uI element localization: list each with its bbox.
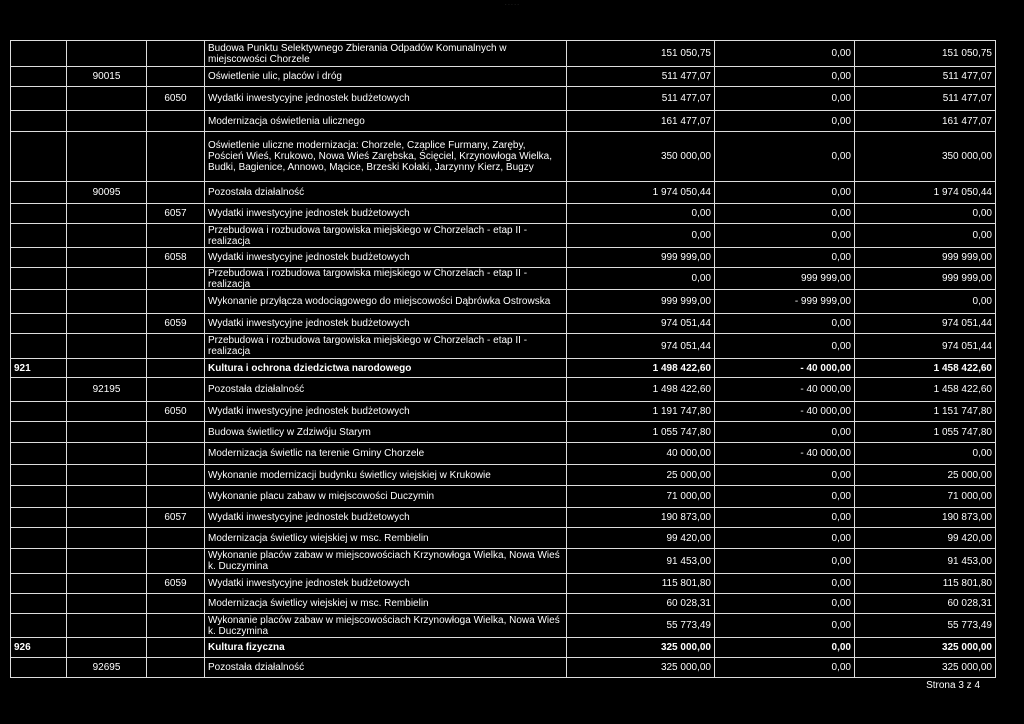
plan-amount-cell: 91 453,00 <box>566 549 714 573</box>
plan-amount-cell: 0,00 <box>566 224 714 247</box>
division-cell <box>10 67 66 86</box>
after-change-amount-cell: 1 151 747,80 <box>854 402 996 421</box>
table-row <box>10 334 996 359</box>
change-amount-cell: 0,00 <box>714 224 854 247</box>
table-row <box>10 638 996 658</box>
change-amount-cell: 0,00 <box>714 204 854 223</box>
table-row <box>10 111 996 132</box>
division-cell <box>10 290 66 313</box>
change-amount-cell: 0,00 <box>714 486 854 507</box>
division-cell <box>10 204 66 223</box>
paragraph-cell <box>146 422 204 442</box>
paragraph-cell <box>146 486 204 507</box>
paragraph-cell <box>146 638 204 657</box>
chapter-cell <box>66 224 146 247</box>
division-cell <box>10 465 66 485</box>
description-cell: Modernizacja oświetlenia ulicznego <box>204 111 566 131</box>
change-amount-cell: 0,00 <box>714 132 854 181</box>
table-row <box>10 314 996 334</box>
division-cell <box>10 248 66 267</box>
division-cell <box>10 378 66 401</box>
table-row <box>10 224 996 248</box>
after-change-amount-cell: 1 458 422,60 <box>854 359 996 377</box>
chapter-cell <box>66 111 146 131</box>
table-row <box>10 41 996 67</box>
chapter-cell <box>66 132 146 181</box>
after-change-amount-cell: 161 477,07 <box>854 111 996 131</box>
paragraph-cell: 6059 <box>146 574 204 593</box>
table-row <box>10 359 996 378</box>
table-row <box>10 422 996 443</box>
after-change-amount-cell: 55 773,49 <box>854 614 996 637</box>
division-cell: 926 <box>10 638 66 657</box>
division-cell <box>10 111 66 131</box>
change-amount-cell: 0,00 <box>714 658 854 677</box>
description-cell: Budowa Punktu Selektywnego Zbierania Odpadów Komunalnych w miejscowości Chorzele <box>204 41 566 66</box>
division-cell <box>10 334 66 358</box>
chapter-cell <box>66 204 146 223</box>
chapter-cell <box>66 638 146 657</box>
change-amount-cell: 0,00 <box>714 111 854 131</box>
chapter-cell <box>66 614 146 637</box>
chapter-cell <box>66 486 146 507</box>
division-cell <box>10 658 66 677</box>
division-cell <box>10 41 66 66</box>
chapter-cell: 90095 <box>66 182 146 203</box>
description-cell: Modernizacja świetlic na terenie Gminy Chorzele <box>204 443 566 464</box>
description-cell: Oświetlenie ulic, placów i dróg <box>204 67 566 86</box>
description-cell: Pozostała działalność <box>204 658 566 677</box>
division-cell <box>10 508 66 527</box>
table-row <box>10 614 996 638</box>
paragraph-cell <box>146 67 204 86</box>
chapter-cell <box>66 402 146 421</box>
table-row <box>10 87 996 111</box>
table-row <box>10 594 996 614</box>
division-cell <box>10 594 66 613</box>
description-cell: Wykonanie placu zabaw w miejscowości Duczymin <box>204 486 566 507</box>
division-cell <box>10 528 66 548</box>
plan-amount-cell: 511 477,07 <box>566 87 714 110</box>
paragraph-cell <box>146 443 204 464</box>
table-row <box>10 204 996 224</box>
chapter-cell: 90015 <box>66 67 146 86</box>
change-amount-cell: 0,00 <box>714 248 854 267</box>
change-amount-cell: 0,00 <box>714 508 854 527</box>
plan-amount-cell: 511 477,07 <box>566 67 714 86</box>
change-amount-cell: - 40 000,00 <box>714 443 854 464</box>
after-change-amount-cell: 115 801,80 <box>854 574 996 593</box>
after-change-amount-cell: 60 028,31 <box>854 594 996 613</box>
division-cell <box>10 402 66 421</box>
description-cell: Wykonanie modernizacji budynku świetlicy wiejskiej w Krukowie <box>204 465 566 485</box>
change-amount-cell: 0,00 <box>714 314 854 333</box>
division-cell <box>10 486 66 507</box>
plan-amount-cell: 974 051,44 <box>566 334 714 358</box>
chapter-cell <box>66 594 146 613</box>
plan-amount-cell: 71 000,00 <box>566 486 714 507</box>
chapter-cell <box>66 268 146 289</box>
after-change-amount-cell: 0,00 <box>854 224 996 247</box>
paragraph-cell <box>146 658 204 677</box>
paragraph-cell: 6059 <box>146 314 204 333</box>
change-amount-cell: 0,00 <box>714 594 854 613</box>
change-amount-cell: 0,00 <box>714 182 854 203</box>
chapter-cell <box>66 248 146 267</box>
plan-amount-cell: 25 000,00 <box>566 465 714 485</box>
chapter-cell: 92695 <box>66 658 146 677</box>
budget-table <box>10 40 996 678</box>
description-cell: Wydatki inwestycyjne jednostek budżetowych <box>204 248 566 267</box>
paragraph-cell: 6057 <box>146 204 204 223</box>
description-cell: Przebudowa i rozbudowa targowiska miejskiego w Chorzelach - etap II - realizacja <box>204 268 566 289</box>
paragraph-cell <box>146 359 204 377</box>
table-row <box>10 508 996 528</box>
table-row <box>10 402 996 422</box>
division-cell <box>10 549 66 573</box>
description-cell: Oświetlenie uliczne modernizacja: Chorzele, Czaplice Furmany, Zaręby, Poścień Wieś, Krukowo, Nowa Wieś Zarębska, Ścięciel, Krzynowłoga Wielka, Budki, Bagienice, Annowo, Mącice, Brzeski Kołaki, Jarzynny Kierz, Bugzy <box>204 132 566 181</box>
description-cell: Wydatki inwestycyjne jednostek budżetowych <box>204 314 566 333</box>
after-change-amount-cell: 325 000,00 <box>854 638 996 657</box>
after-change-amount-cell: 1 974 050,44 <box>854 182 996 203</box>
after-change-amount-cell: 151 050,75 <box>854 41 996 66</box>
change-amount-cell: - 40 000,00 <box>714 378 854 401</box>
after-change-amount-cell: 999 999,00 <box>854 268 996 289</box>
paragraph-cell <box>146 182 204 203</box>
table-row <box>10 290 996 314</box>
after-change-amount-cell: 999 999,00 <box>854 248 996 267</box>
plan-amount-cell: 40 000,00 <box>566 443 714 464</box>
plan-amount-cell: 161 477,07 <box>566 111 714 131</box>
division-cell <box>10 182 66 203</box>
table-row <box>10 528 996 549</box>
page-top-mark: · · · · · <box>505 2 519 8</box>
division-cell <box>10 443 66 464</box>
plan-amount-cell: 325 000,00 <box>566 658 714 677</box>
description-cell: Wydatki inwestycyjne jednostek budżetowych <box>204 204 566 223</box>
description-cell: Wydatki inwestycyjne jednostek budżetowych <box>204 574 566 593</box>
change-amount-cell: 0,00 <box>714 528 854 548</box>
chapter-cell <box>66 574 146 593</box>
division-cell <box>10 422 66 442</box>
paragraph-cell: 6057 <box>146 508 204 527</box>
description-cell: Przebudowa i rozbudowa targowiska miejskiego w Chorzelach - etap II - realizacja <box>204 334 566 358</box>
after-change-amount-cell: 1 055 747,80 <box>854 422 996 442</box>
division-cell <box>10 314 66 333</box>
plan-amount-cell: 99 420,00 <box>566 528 714 548</box>
description-cell: Wykonanie placów zabaw w miejscowościach Krzynowłoga Wielka, Nowa Wieś k. Duczymina <box>204 614 566 637</box>
after-change-amount-cell: 511 477,07 <box>854 87 996 110</box>
plan-amount-cell: 1 498 422,60 <box>566 378 714 401</box>
paragraph-cell <box>146 111 204 131</box>
after-change-amount-cell: 974 051,44 <box>854 334 996 358</box>
after-change-amount-cell: 511 477,07 <box>854 67 996 86</box>
division-cell <box>10 268 66 289</box>
table-row <box>10 443 996 465</box>
chapter-cell: 92195 <box>66 378 146 401</box>
plan-amount-cell: 999 999,00 <box>566 290 714 313</box>
plan-amount-cell: 60 028,31 <box>566 594 714 613</box>
chapter-cell <box>66 549 146 573</box>
change-amount-cell: 0,00 <box>714 67 854 86</box>
after-change-amount-cell: 0,00 <box>854 204 996 223</box>
plan-amount-cell: 151 050,75 <box>566 41 714 66</box>
plan-amount-cell: 1 191 747,80 <box>566 402 714 421</box>
division-cell: 921 <box>10 359 66 377</box>
change-amount-cell: 0,00 <box>714 334 854 358</box>
plan-amount-cell: 190 873,00 <box>566 508 714 527</box>
change-amount-cell: - 999 999,00 <box>714 290 854 313</box>
plan-amount-cell: 325 000,00 <box>566 638 714 657</box>
description-cell: Pozostała działalność <box>204 182 566 203</box>
page-number: Strona 3 z 4 <box>926 680 980 691</box>
plan-amount-cell: 1 974 050,44 <box>566 182 714 203</box>
change-amount-cell: - 40 000,00 <box>714 402 854 421</box>
after-change-amount-cell: 325 000,00 <box>854 658 996 677</box>
description-cell: Modernizacja świetlicy wiejskiej w msc. Rembielin <box>204 594 566 613</box>
paragraph-cell: 6058 <box>146 248 204 267</box>
table-row <box>10 182 996 204</box>
division-cell <box>10 224 66 247</box>
change-amount-cell: 0,00 <box>714 574 854 593</box>
description-cell: Kultura fizyczna <box>204 638 566 657</box>
plan-amount-cell: 1 055 747,80 <box>566 422 714 442</box>
description-cell: Budowa świetlicy w Zdziwóju Starym <box>204 422 566 442</box>
paragraph-cell <box>146 224 204 247</box>
description-cell: Kultura i ochrona dziedzictwa narodowego <box>204 359 566 377</box>
paragraph-cell: 6050 <box>146 402 204 421</box>
description-cell: Wykonanie przyłącza wodociągowego do miejscowości Dąbrówka Ostrowska <box>204 290 566 313</box>
chapter-cell <box>66 290 146 313</box>
table-row <box>10 574 996 594</box>
table-row <box>10 248 996 268</box>
change-amount-cell: 0,00 <box>714 465 854 485</box>
description-cell: Przebudowa i rozbudowa targowiska miejskiego w Chorzelach - etap II - realizacja <box>204 224 566 247</box>
after-change-amount-cell: 71 000,00 <box>854 486 996 507</box>
change-amount-cell: 0,00 <box>714 638 854 657</box>
chapter-cell <box>66 528 146 548</box>
paragraph-cell: 6050 <box>146 87 204 110</box>
paragraph-cell <box>146 334 204 358</box>
paragraph-cell <box>146 268 204 289</box>
table-row <box>10 67 996 87</box>
chapter-cell <box>66 508 146 527</box>
table-row <box>10 268 996 290</box>
description-cell: Pozostała działalność <box>204 378 566 401</box>
after-change-amount-cell: 0,00 <box>854 443 996 464</box>
description-cell: Wydatki inwestycyjne jednostek budżetowych <box>204 402 566 421</box>
change-amount-cell: 999 999,00 <box>714 268 854 289</box>
paragraph-cell <box>146 132 204 181</box>
change-amount-cell: 0,00 <box>714 549 854 573</box>
plan-amount-cell: 999 999,00 <box>566 248 714 267</box>
paragraph-cell <box>146 528 204 548</box>
plan-amount-cell: 55 773,49 <box>566 614 714 637</box>
after-change-amount-cell: 25 000,00 <box>854 465 996 485</box>
chapter-cell <box>66 465 146 485</box>
plan-amount-cell: 350 000,00 <box>566 132 714 181</box>
description-cell: Wykonanie placów zabaw w miejscowościach Krzynowłoga Wielka, Nowa Wieś k. Duczymina <box>204 549 566 573</box>
chapter-cell <box>66 334 146 358</box>
after-change-amount-cell: 190 873,00 <box>854 508 996 527</box>
division-cell <box>10 132 66 181</box>
after-change-amount-cell: 974 051,44 <box>854 314 996 333</box>
division-cell <box>10 614 66 637</box>
division-cell <box>10 87 66 110</box>
after-change-amount-cell: 350 000,00 <box>854 132 996 181</box>
chapter-cell <box>66 314 146 333</box>
paragraph-cell <box>146 594 204 613</box>
plan-amount-cell: 1 498 422,60 <box>566 359 714 377</box>
chapter-cell <box>66 87 146 110</box>
paragraph-cell <box>146 41 204 66</box>
paragraph-cell <box>146 549 204 573</box>
change-amount-cell: - 40 000,00 <box>714 359 854 377</box>
table-row <box>10 132 996 182</box>
plan-amount-cell: 974 051,44 <box>566 314 714 333</box>
description-cell: Wydatki inwestycyjne jednostek budżetowych <box>204 87 566 110</box>
description-cell: Wydatki inwestycyjne jednostek budżetowych <box>204 508 566 527</box>
table-row <box>10 465 996 486</box>
table-row <box>10 549 996 574</box>
change-amount-cell: 0,00 <box>714 87 854 110</box>
chapter-cell <box>66 443 146 464</box>
table-row <box>10 378 996 402</box>
plan-amount-cell: 115 801,80 <box>566 574 714 593</box>
paragraph-cell <box>146 378 204 401</box>
change-amount-cell: 0,00 <box>714 614 854 637</box>
after-change-amount-cell: 1 458 422,60 <box>854 378 996 401</box>
chapter-cell <box>66 422 146 442</box>
change-amount-cell: 0,00 <box>714 422 854 442</box>
after-change-amount-cell: 99 420,00 <box>854 528 996 548</box>
change-amount-cell: 0,00 <box>714 41 854 66</box>
plan-amount-cell: 0,00 <box>566 204 714 223</box>
table-row <box>10 658 996 678</box>
paragraph-cell <box>146 614 204 637</box>
division-cell <box>10 574 66 593</box>
chapter-cell <box>66 359 146 377</box>
table-row <box>10 486 996 508</box>
after-change-amount-cell: 91 453,00 <box>854 549 996 573</box>
description-cell: Modernizacja świetlicy wiejskiej w msc. Rembielin <box>204 528 566 548</box>
chapter-cell <box>66 41 146 66</box>
after-change-amount-cell: 0,00 <box>854 290 996 313</box>
plan-amount-cell: 0,00 <box>566 268 714 289</box>
paragraph-cell <box>146 465 204 485</box>
paragraph-cell <box>146 290 204 313</box>
